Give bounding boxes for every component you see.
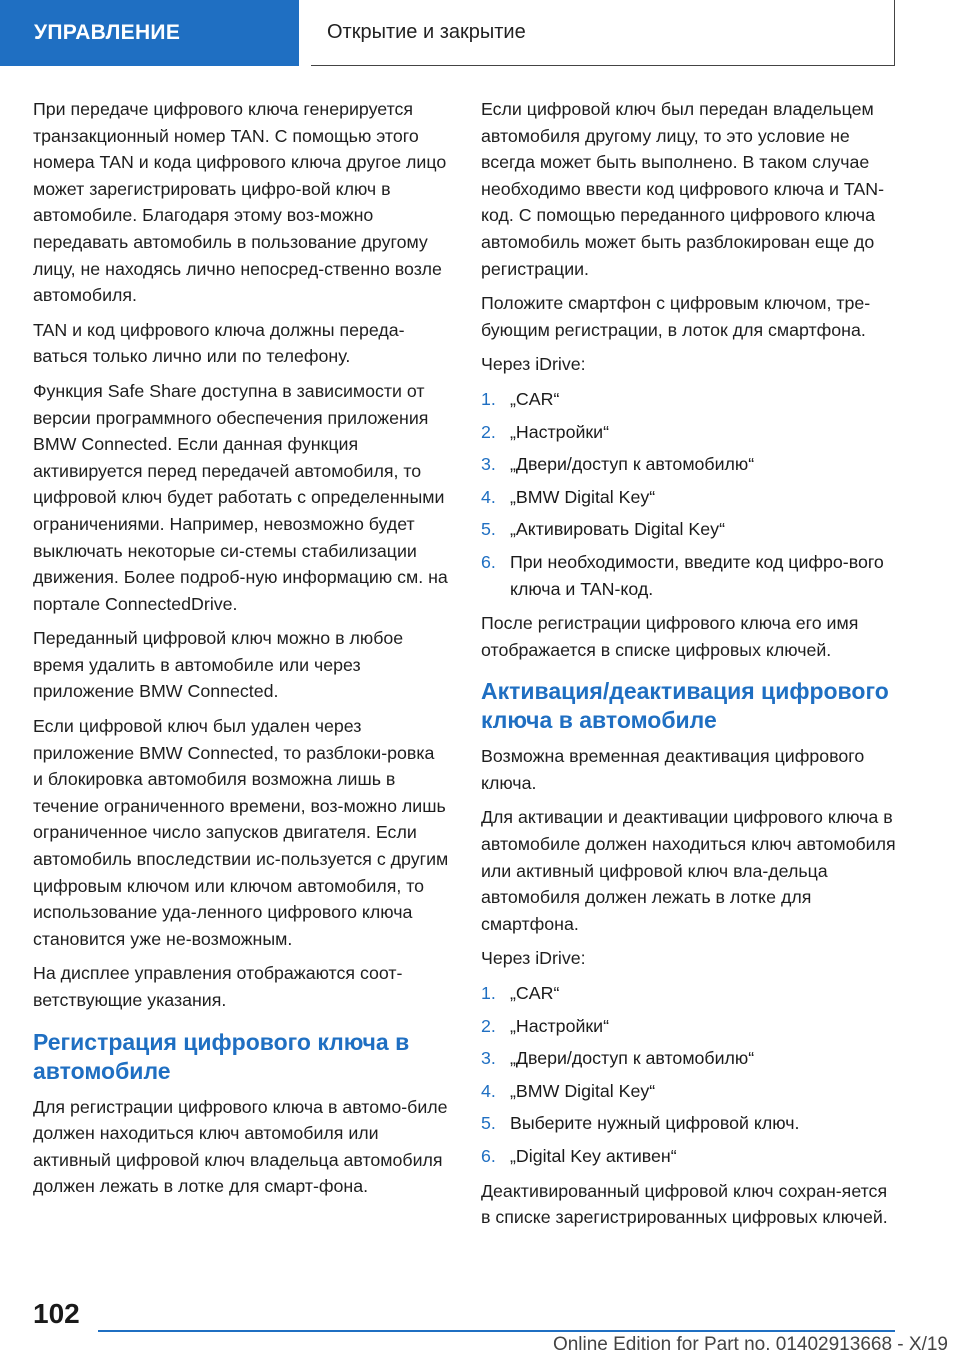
paragraph: Если цифровой ключ был удален через приложение BMW Connected, то разблоки-ровка и блокировка автомобиля возможна лишь в течение ограниченного времени, воз-можно лишь ограниченное число запусков двигателя. Если автомобиль впоследствии ис-пользуется с другим цифровым ключом или ключом автомобиля, то использование уда-ленного цифрового ключа становится уже не-возможным. <box>33 716 449 949</box>
right-column <box>481 96 897 1239</box>
list-item <box>481 1045 897 1072</box>
list-item <box>481 1143 897 1170</box>
list-item <box>481 484 897 511</box>
section-title: УПРАВЛЕНИЕ <box>34 21 181 44</box>
step-number: 5. <box>481 1113 496 1134</box>
step-text: „Двери/доступ к автомобилю“ <box>510 1048 755 1069</box>
left-column <box>33 96 449 1208</box>
step-number: 6. <box>481 1146 496 1166</box>
step-number: 2. <box>481 1015 496 1036</box>
section-heading: Регистрация цифрового ключа в автомобиле <box>33 1028 410 1084</box>
step-number: 2. <box>481 421 496 442</box>
section-tab <box>0 0 299 66</box>
step-text: „CAR“ <box>510 983 560 1004</box>
list-item <box>481 1110 897 1137</box>
step-number: 4. <box>481 1080 496 1101</box>
step-text: „CAR“ <box>510 388 560 409</box>
list-item <box>481 1078 897 1105</box>
page-number: 102 <box>33 1298 80 1329</box>
list-item <box>481 549 897 602</box>
step-number: 3. <box>481 454 496 475</box>
paragraph: Для регистрации цифрового ключа в автомо-биле должен находиться ключ автомобиля или активный цифровой ключ владельца автомобиля должен лежать в лотке для смарт-фона. <box>33 1096 448 1197</box>
list-item <box>481 980 897 1007</box>
chapter-title: Открытие и закрытие <box>327 21 526 43</box>
paragraph: При передаче цифрового ключа генерируется транзакционный номер TAN. С помощью этого номера TAN и кода цифрового ключа другое лицо может зарегистрировать цифро-вой ключ в автомобиле. Благодаря этому воз-можно передавать автомобиль в пользование другому лицу, не находясь лично непосред-ственно возле автомобиля. <box>33 99 447 306</box>
paragraph: Переданный цифровой ключ можно в любое время удалить в автомобиле или через приложение BMW Connected. <box>33 628 404 702</box>
step-number: 1. <box>481 388 496 409</box>
list-item <box>481 386 897 413</box>
edition-footer: Online Edition for Part no. 01402913668 - X/19 <box>552 1334 948 1355</box>
paragraph: После регистрации цифрового ключа его имя отображается в списке цифровых ключей. <box>481 613 859 660</box>
step-list <box>481 980 897 1170</box>
step-text: „BMW Digital Key“ <box>510 486 656 507</box>
paragraph: Через iDrive: <box>481 948 586 969</box>
step-text: „Активировать Digital Key“ <box>510 519 725 540</box>
step-text: „BMW Digital Key“ <box>510 1080 656 1101</box>
step-text: „Настройки“ <box>510 1015 610 1036</box>
paragraph: Функция Safe Share доступна в зависимости от версии программного обеспечения приложения BMW Connected. Если данная функция активируется перед передачей автомобиля, то цифровой ключ будет работать с определенными ограничениями. Например, невозможно будет выключать некоторые си-стемы стабилизации движения. Более подроб-ную информацию см. на портале ConnectedDrive. <box>33 380 448 614</box>
paragraph: TAN и код цифрового ключа должны переда-ваться только лично или по телефону. <box>33 319 405 367</box>
footer-divider <box>98 1330 895 1332</box>
paragraph: Деактивированный цифровой ключ сохран-яется в списке зарегистрированных цифровых ключей. <box>481 1180 888 1228</box>
paragraph: Для активации и деактивации цифрового ключа в автомобиле должен находиться ключ автомобиля или активный цифровой ключ вла-дельца автомобиля должен лежать в лотке для смартфона. <box>481 807 896 934</box>
paragraph: Возможна временная деактивация цифрового ключа. <box>481 746 865 793</box>
paragraph: Через iDrive: <box>481 354 586 375</box>
list-item <box>481 1013 897 1040</box>
step-number: 1. <box>481 983 496 1004</box>
step-text: При необходимости, введите код цифро-вого ключа и TAN-код. <box>510 551 884 599</box>
step-text: Выберите нужный цифровой ключ. <box>510 1113 800 1134</box>
step-text: „Настройки“ <box>510 421 610 442</box>
paragraph: На дисплее управления отображаются соот-ветствующие указания. <box>33 963 403 1010</box>
step-number: 5. <box>481 519 496 540</box>
paragraph: Положите смартфон с цифровым ключом, тре-бующим регистрации, в лоток для смартфона. <box>481 293 871 340</box>
list-item <box>481 419 897 446</box>
step-number: 4. <box>481 486 496 507</box>
paragraph: Если цифровой ключ был передан владельцем автомобиля другому лицу, то это условие не всегда может быть выполнено. В таком случае необходимо ввести код цифрового ключа и TAN-код. С помощью переданного цифрового ключа автомобиль может быть разблокирован еще до регистрации. <box>481 99 885 279</box>
step-number: 6. <box>481 551 496 572</box>
list-item <box>481 516 897 543</box>
chapter-header <box>311 0 895 66</box>
step-text: „Digital Key активен“ <box>510 1146 677 1166</box>
step-text: „Двери/доступ к автомобилю“ <box>510 454 755 475</box>
section-heading: Активация/деактивация цифрового ключа в автомобиле <box>481 678 889 734</box>
step-number: 3. <box>481 1048 496 1069</box>
step-list <box>481 386 897 602</box>
list-item <box>481 451 897 478</box>
